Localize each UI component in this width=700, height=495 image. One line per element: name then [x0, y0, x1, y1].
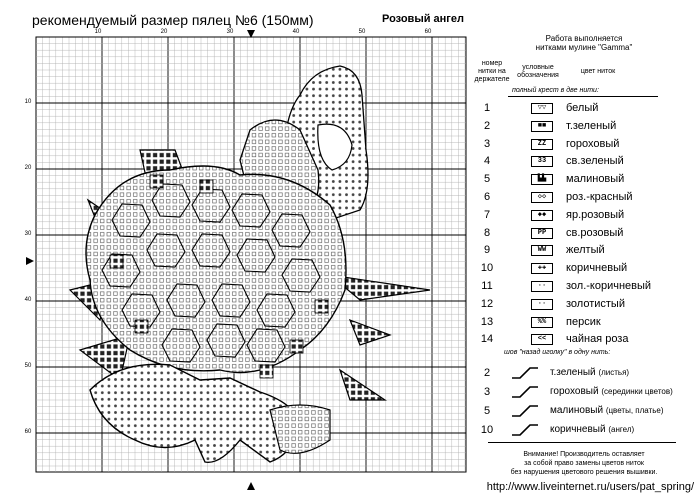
stitch-symbol: ·· [531, 281, 553, 292]
thread-color: золотистый [566, 297, 625, 310]
thread-number: 9 [483, 244, 491, 257]
warning-2: за собой право замены цветов ниток [524, 460, 644, 467]
ruler-label-left: 20 [24, 165, 32, 171]
thread-color: чайная роза [566, 333, 629, 346]
stitch-symbol: WW [531, 245, 553, 256]
thread-number: 2 [483, 119, 491, 132]
backstitch-rows [468, 364, 700, 444]
legend-row [468, 278, 700, 295]
legend-row [468, 171, 700, 188]
backstitch-line-icon [510, 404, 540, 418]
stitch-symbol: %% [531, 317, 553, 328]
backstitch-note: (ангел) [608, 425, 635, 434]
ruler-label-left: 10 [24, 99, 32, 105]
legend-row [468, 314, 700, 331]
dark-stitch-block [290, 340, 303, 353]
ruler-top [95, 29, 432, 35]
ruler-label-left: 50 [24, 363, 32, 369]
ruler-left [25, 99, 32, 435]
stitch-symbol: ZZ [531, 139, 553, 150]
hoop-size-note: рекомендуемый размер пялец №6 (150мм) [32, 12, 314, 28]
divider [488, 442, 676, 443]
dark-stitch-block [260, 365, 273, 378]
legend-rows [468, 100, 700, 350]
backstitch-color: малиновый [550, 405, 604, 416]
ruler-label-left: 30 [24, 231, 32, 237]
stitch-symbol: 33 [531, 156, 553, 167]
full-cross-caption: полный крест в две нити: [512, 87, 599, 94]
backstitch-note: (серединки цветов) [601, 387, 673, 396]
ruler-label-left: 40 [24, 297, 32, 303]
thread-color: роз.-красный [566, 191, 633, 203]
divider [508, 96, 658, 97]
legend-row [468, 331, 700, 348]
backstitch-color: гороховый [550, 386, 599, 397]
backstitch-color: коричневый [550, 424, 606, 435]
backstitch-note: (листья) [598, 368, 630, 377]
stitch-symbol: PP [531, 228, 553, 239]
legend-row [468, 153, 700, 170]
backstitch-caption: шов "назад иголку" в одну нить: [504, 349, 611, 356]
legend-row [468, 242, 700, 259]
center-arrow-left [26, 257, 34, 265]
thread-color: яр.розовый [566, 208, 625, 221]
thread-color: персик [566, 315, 601, 328]
source-url[interactable]: http://www.liveinternet.ru/users/pat_spring/ [486, 481, 694, 493]
center-arrow-bottom [247, 482, 255, 490]
thread-color: св.зеленый [566, 155, 624, 168]
ruler-label-top: 20 [160, 29, 168, 35]
legend-intro-1: Работа выполняется [545, 34, 623, 43]
legend-row [468, 225, 700, 242]
thread-number: 6 [483, 191, 491, 203]
backstitch-row [468, 383, 700, 402]
hydrangea-cluster [86, 166, 346, 373]
thread-number: 3 [483, 386, 491, 398]
backstitch-line-icon [510, 385, 540, 399]
col-num-2: нитки на [478, 68, 506, 75]
legend-row [468, 296, 700, 313]
thread-color: желтый [566, 244, 605, 257]
legend-intro-2: нитками мулине "Gamma" [535, 43, 633, 52]
stitch-symbol: ■■ [531, 121, 553, 132]
thread-number: 1 [483, 102, 491, 114]
thread-number: 11 [481, 280, 493, 292]
ruler-label-top: 10 [94, 29, 102, 35]
ruler-label-top: 40 [292, 29, 300, 35]
thread-number: 3 [483, 137, 491, 150]
warning-1: Внимание! Производитель оставляет [523, 451, 645, 458]
thread-number: 2 [483, 367, 491, 379]
ruler-label-top: 50 [358, 29, 366, 35]
thread-number: 13 [480, 315, 494, 328]
thread-number: 12 [480, 297, 494, 310]
ruler-label-top: 30 [226, 29, 234, 35]
backstitch-color: т.зеленый [550, 367, 596, 378]
col-num-3: держателе [474, 76, 510, 83]
col-sym-1: условные [522, 64, 554, 71]
dark-stitch-block [315, 300, 328, 313]
stitch-symbol: ·· [531, 299, 553, 310]
thread-color: малиновый [566, 173, 625, 186]
thread-color: белый [566, 102, 599, 114]
thread-number: 8 [483, 226, 491, 239]
stitch-symbol: ▽▽ [531, 103, 553, 114]
legend-row [468, 207, 700, 224]
legend-row [468, 260, 700, 277]
legend-row [468, 118, 700, 135]
backstitch-row [468, 421, 700, 440]
thread-color: зол.-коричневый [566, 280, 652, 292]
stitch-symbol: ✚✚ [531, 263, 553, 274]
thread-number: 14 [480, 333, 494, 346]
dark-stitch-block [135, 320, 148, 333]
legend-row [468, 100, 700, 117]
legend-panel [468, 0, 700, 495]
stitch-symbol: ◇◇ [531, 192, 553, 203]
thread-number: 10 [480, 262, 494, 275]
dark-stitch-block [110, 255, 123, 268]
pattern-title: Розовый ангел [382, 13, 464, 25]
thread-number: 7 [483, 208, 491, 221]
col-sym-2: обозначения [517, 72, 559, 79]
backstitch-row [468, 402, 700, 421]
stitch-symbol: ◆◆ [531, 210, 553, 221]
col-num-1: номер [481, 60, 503, 67]
warning-3: без нарушения цветового решения вышивки. [510, 469, 658, 476]
legend-row [468, 136, 700, 153]
col-color: цвет ниток [580, 68, 616, 75]
thread-number: 10 [480, 424, 494, 436]
dark-stitch-block [200, 180, 213, 193]
thread-number: 4 [483, 155, 491, 168]
dark-stitch-block [150, 175, 163, 188]
backstitch-note: (цветы, платье) [605, 406, 664, 415]
lower-petal [270, 405, 330, 453]
stitch-symbol: ▙▙ [531, 174, 553, 185]
ruler-label-top: 60 [424, 29, 432, 35]
backstitch-line-icon [510, 366, 540, 380]
backstitch-line-icon [510, 423, 540, 437]
thread-color: гороховый [566, 137, 620, 150]
thread-color: коричневый [566, 262, 628, 275]
stitch-symbol: << [531, 334, 553, 345]
thread-number: 5 [483, 405, 491, 417]
thread-color: св.розовый [566, 226, 624, 239]
thread-color: т.зеленый [566, 119, 617, 132]
ruler-label-left: 60 [24, 429, 32, 435]
thread-number: 5 [483, 173, 491, 186]
backstitch-row [468, 364, 700, 383]
legend-row [468, 189, 700, 206]
